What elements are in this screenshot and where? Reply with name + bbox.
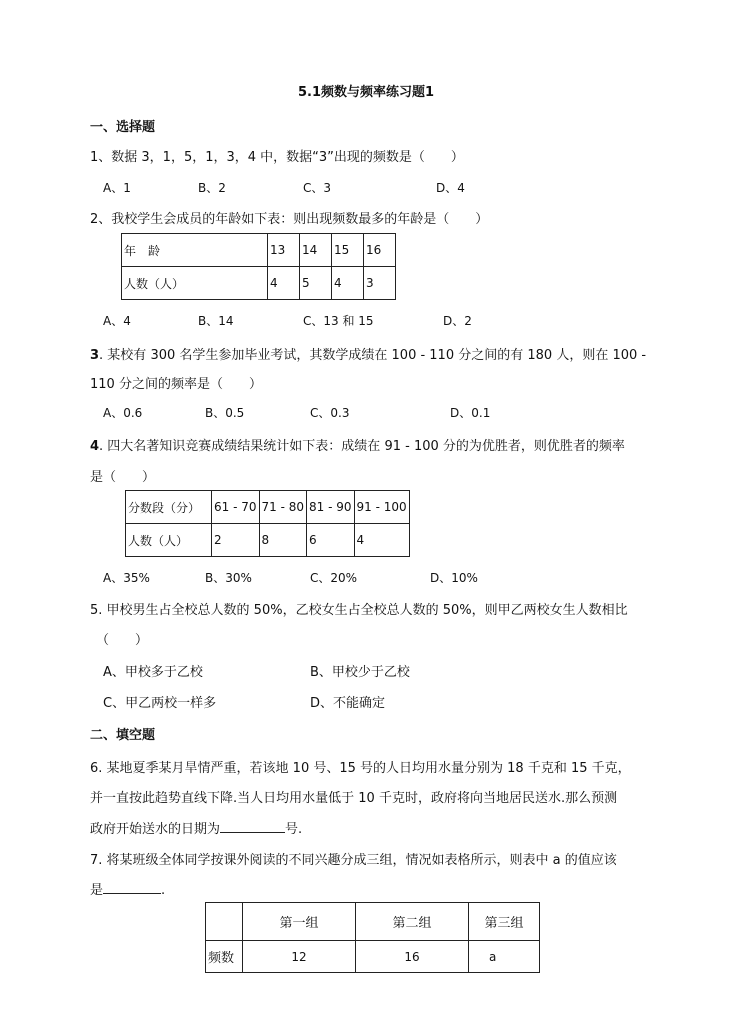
page-title: 5.1频数与频率练习题1 xyxy=(298,85,435,100)
q3-line1 xyxy=(90,344,646,363)
q1-option-b: B、2 xyxy=(198,181,226,195)
q7-line2-suffix: . xyxy=(161,883,166,898)
q2-cell: 16 xyxy=(364,234,396,267)
q6-line3-prefix: 政府开始送水的日期为 xyxy=(90,822,221,837)
q6-line3-suffix: 号. xyxy=(285,822,303,837)
q3-option-b: B、0.5 xyxy=(205,406,245,420)
q1-option-a: A、1 xyxy=(103,181,131,195)
q5-option-c: C、甲乙两校一样多 xyxy=(103,696,217,711)
q2-option-d: D、2 xyxy=(443,314,472,328)
q5-line1: 5. 甲校男生占全校总人数的 50%，乙校女生占全校总人数的 50%，则甲乙两校女生人数相比 xyxy=(90,603,628,618)
q7-cell: 第三组 xyxy=(469,903,540,941)
q7-cell: 第一组 xyxy=(243,903,356,941)
q2-option-c: C、13 和 15 xyxy=(303,314,374,328)
q5-option-a: A、甲校多于乙校 xyxy=(103,665,203,680)
q2-cell: 4 xyxy=(332,267,364,300)
q2-cell: 13 xyxy=(268,234,300,267)
q4-option-b: B、30% xyxy=(205,571,252,585)
q7-cell xyxy=(206,903,243,941)
q2-cell: 15 xyxy=(332,234,364,267)
q1-option-c: C、3 xyxy=(303,181,332,195)
q2-option-b: B、14 xyxy=(198,314,234,328)
q7-answer-blank[interactable] xyxy=(103,893,161,894)
q2-stem: 2、我校学生会成员的年龄如下表：则出现频数最多的年龄是（ ） xyxy=(90,212,489,227)
q6-line2: 并一直按此趋势直线下降.当人日均用水量低于 10 千克时，政府将向当地居民送水.那么预测 xyxy=(90,791,618,806)
q2-age-table xyxy=(121,233,396,300)
q7-cell: a xyxy=(469,941,540,973)
q5-line2: （ ） xyxy=(96,633,149,648)
q4-cell: 6 xyxy=(307,524,355,557)
section-choice-heading: 一、选择题 xyxy=(90,120,156,135)
q4-cell: 81 - 90 xyxy=(307,491,355,524)
q1-stem: 1、数据 3，1，5，1，3，4 中，数据“3”出现的频数是（ ） xyxy=(90,150,464,165)
q4-number: 4 xyxy=(90,439,100,454)
section-fill-heading: 二、填空题 xyxy=(90,728,156,743)
q4-cell: 4 xyxy=(354,524,409,557)
q4-cell: 2 xyxy=(212,524,260,557)
q7-line1: 7. 将某班级全体同学按课外阅读的不同兴趣分成三组，情况如表格所示，则表中 a 的值应该 xyxy=(90,853,617,868)
q4-cell: 分数段（分） xyxy=(126,491,212,524)
q3-option-c: C、0.3 xyxy=(310,406,350,420)
q7-cell: 频数 xyxy=(206,941,243,973)
q7-line2 xyxy=(90,879,165,898)
q4-cell: 91 - 100 xyxy=(354,491,409,524)
q3-option-a: A、0.6 xyxy=(103,406,143,420)
q2-cell: 14 xyxy=(300,234,332,267)
q7-cell: 第二组 xyxy=(356,903,469,941)
q2-option-a: A、4 xyxy=(103,314,131,328)
q4-option-c: C、20% xyxy=(310,571,358,585)
q4-line2: 是（ ） xyxy=(90,470,156,485)
q6-line1: 6. 某地夏季某月旱情严重，若该地 10 号、15 号的人日均用水量分别为 18 千克和 15 千克， xyxy=(90,761,631,776)
q2-cell: 年 龄 xyxy=(122,234,268,267)
q4-score-table xyxy=(125,490,410,557)
q7-cell: 16 xyxy=(356,941,469,973)
q1-option-d: D、4 xyxy=(436,181,465,195)
q3-number: 3 xyxy=(90,348,100,363)
q6-line3 xyxy=(90,818,302,837)
q2-cell: 3 xyxy=(364,267,396,300)
q4-option-d: D、10% xyxy=(430,571,478,585)
q2-cell: 5 xyxy=(300,267,332,300)
q4-cell: 61 - 70 xyxy=(212,491,260,524)
q3-option-d: D、0.1 xyxy=(450,406,491,420)
q7-group-table xyxy=(205,902,540,973)
q7-line2-prefix: 是 xyxy=(90,883,104,898)
q4-cell: 71 - 80 xyxy=(259,491,307,524)
q5-option-b: B、甲校少于乙校 xyxy=(310,665,410,680)
q6-answer-blank[interactable] xyxy=(220,832,285,833)
q4-cell: 8 xyxy=(259,524,307,557)
q3-line2: 110 分之间的频率是（ ） xyxy=(90,377,262,392)
q4-cell: 人数（人） xyxy=(126,524,212,557)
q4-option-a: A、35% xyxy=(103,571,150,585)
q2-cell: 4 xyxy=(268,267,300,300)
q7-cell: 12 xyxy=(243,941,356,973)
q3-line1-text: . 某校有 300 名学生参加毕业考试，其数学成绩在 100 - 110 分之间的有 180 人，则在 100 - xyxy=(99,348,647,363)
q4-line1-text: . 四大名著知识竞赛成绩结果统计如下表：成绩在 91 - 100 分的为优胜者，则优胜者的频率 xyxy=(99,439,625,454)
q4-line1 xyxy=(90,435,625,454)
q2-cell: 人数（人） xyxy=(122,267,268,300)
q5-option-d: D、不能确定 xyxy=(310,696,386,711)
